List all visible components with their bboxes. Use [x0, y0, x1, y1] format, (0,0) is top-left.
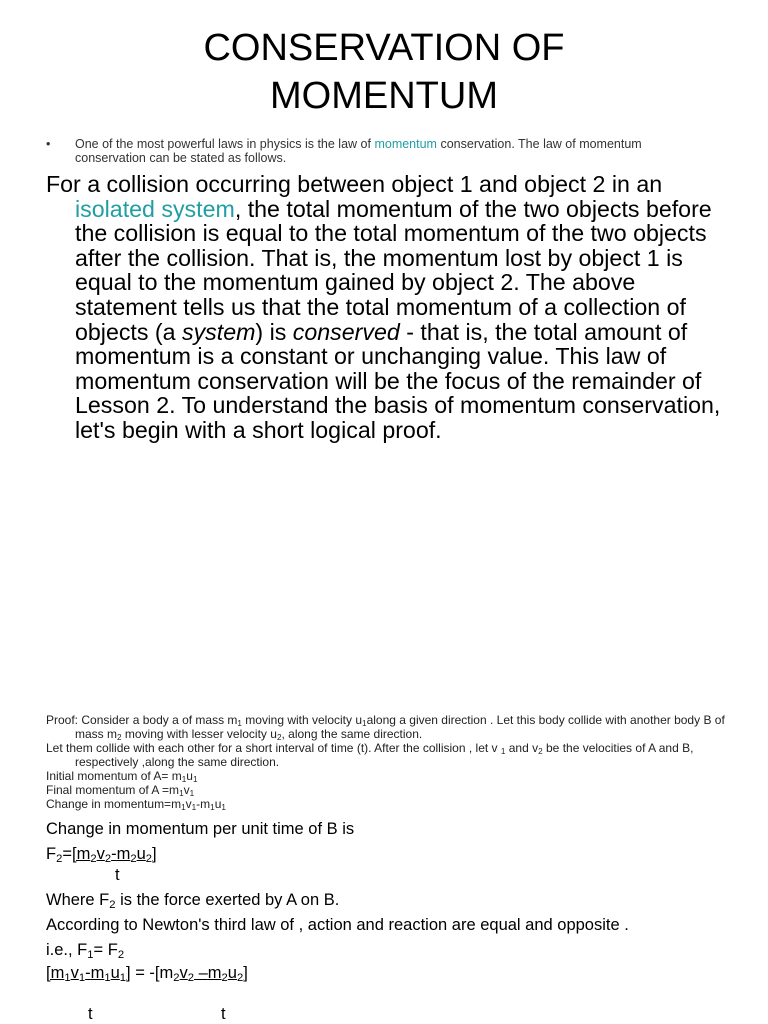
- page-title: [0, 24, 768, 120]
- momentum-equality-equation: $[m_1v_1-m_1u_1] = -[m_2v_2$ $-m_2u_2$]: [46, 964, 248, 984]
- equation-section: [46, 820, 726, 864]
- denominator-t-3: t: [221, 1005, 226, 1023]
- proof-line-1: Proof: Consider a body a of mass $m_1$ moving with velocity $u_1along$ a given direction . Let this body collide with another body B of mass $m_2$ moving with lesser velocity $u_2$, along the same direction.: [46, 713, 725, 743]
- bullet-text-end: conservation. The law of momentum conservation can be stated as follows.: [75, 137, 642, 165]
- para-emphasis-conserved: conserved: [292, 318, 400, 345]
- proof-change-momentum: Change in $momentum=m_1v_1-m_1u_1$: [46, 797, 226, 813]
- proof-section: [46, 713, 736, 811]
- equation-section-2: [46, 891, 726, 983]
- denominator-t-1: t: [115, 866, 120, 884]
- title-line-1: CONSERVATION OF: [203, 27, 565, 69]
- para-part-1: For a collision occurring between object 1 and object 2 in an: [46, 171, 663, 197]
- para-part-4: - that is, the total amount of momentum is a constant or unchanging value. This law of momentum conservation will be the focus of the remainder of Lesson 2. To understand the basis of momentum conservation, let's begin with a short logical proof.: [75, 318, 721, 443]
- proof-initial-momentum: Initial momentum of $A= m_1u_1$: [46, 769, 198, 785]
- main-paragraph: [46, 172, 726, 443]
- intro-bullet: [46, 137, 716, 165]
- para-part-2: , the total momentum of the two objects before the collision is equal to the total momentum of the two objects after the collision. That is, the momentum lost by object 1 is equal to the momentum gained by object 2. The above statement tells us that the total momentum of a collection of objects (a: [75, 195, 712, 345]
- bullet-text-start: One of the most powerful laws in physics is the law of: [75, 137, 375, 151]
- momentum-link[interactable]: momentum: [374, 137, 437, 151]
- ie-f1-f2: i.e., $F_1= F_2$: [46, 941, 125, 961]
- change-per-unit-time: Change in momentum per unit time of B is: [46, 820, 355, 838]
- para-emphasis-system: system: [181, 318, 256, 345]
- bullet-text: [46, 137, 716, 165]
- para-part-3: ) is: [255, 318, 293, 345]
- proof-line-2: Let them collide with each other for a short interval of time (t). After the collision , let v $_1$ and $v_2$ be the velocities of A and B, respectively ,along the same direction.: [46, 741, 694, 769]
- where-f2-line: Where $F_2$ is the force exerted by A on B.: [46, 891, 340, 911]
- newton-third-law: According to Newton's third law of , action and reaction are equal and opposite .: [46, 916, 629, 934]
- bullet-marker: •: [46, 137, 51, 151]
- denominator-t-2: t: [88, 1005, 93, 1023]
- proof-final-momentum: Final momentum of $A =m_1v_1$: [46, 783, 195, 799]
- isolated-system-link[interactable]: isolated system: [75, 195, 235, 222]
- title-line-2: MOMENTUM: [270, 75, 498, 117]
- force-f2-equation: $F_2=[m_2v_2-m_2u_2]$: [46, 845, 157, 865]
